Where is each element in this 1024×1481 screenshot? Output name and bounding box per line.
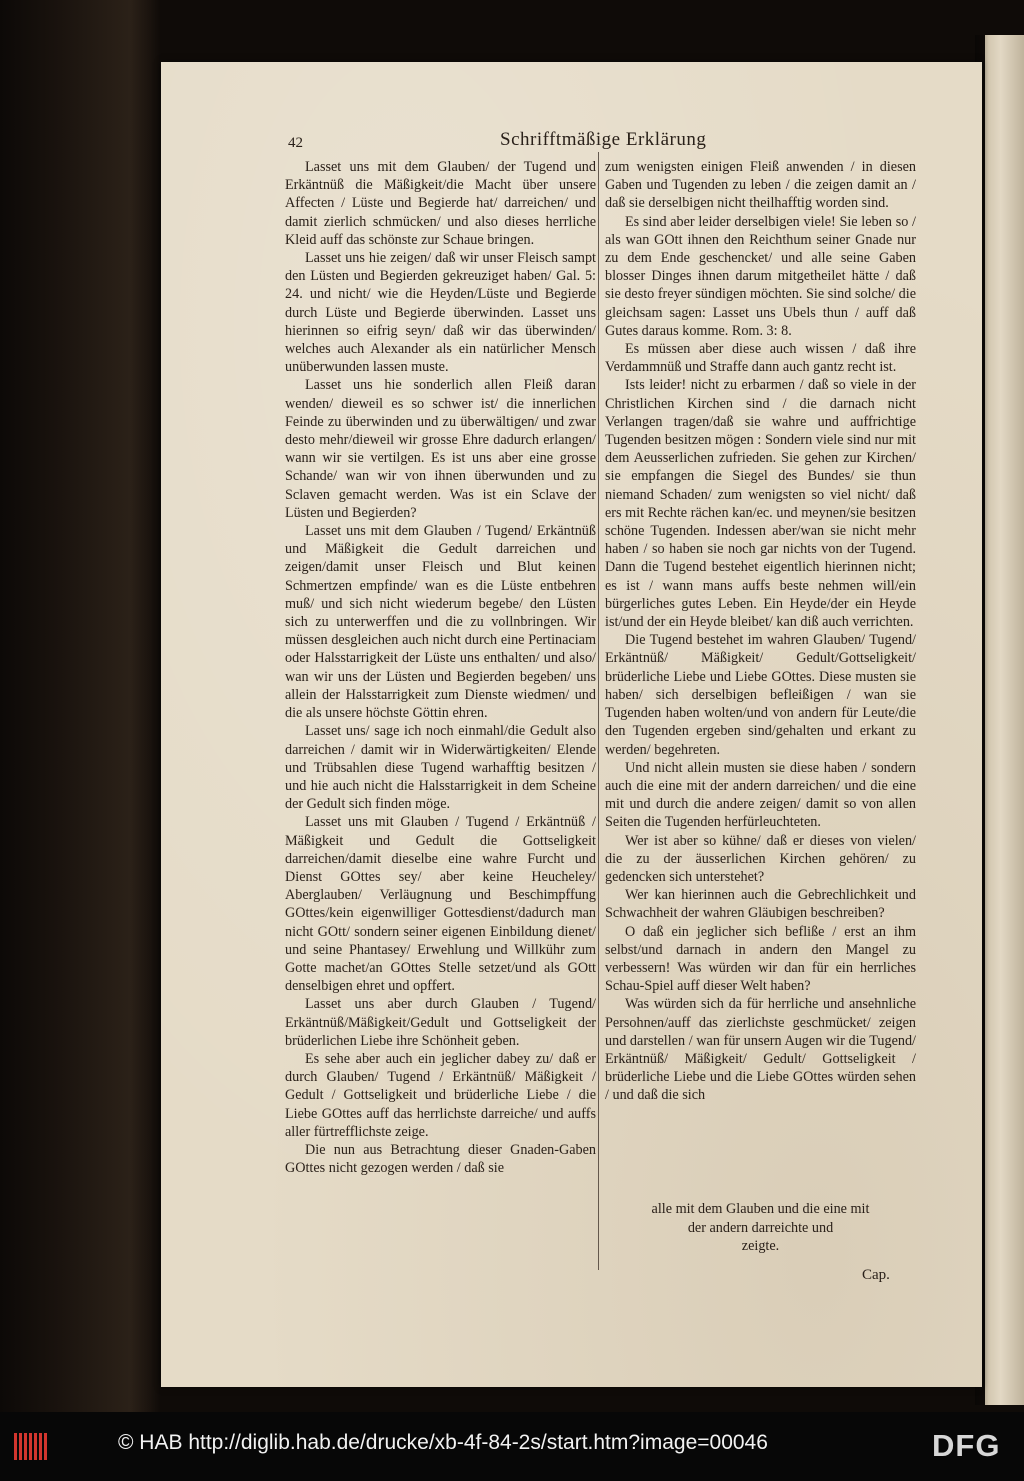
paragraph: Lasset uns hie sonderlich allen Fleiß daran wenden/ dieweil es so schwer ist/ die innerlichen Feinde zu überwinden und zu überwältigen/ und zwar desto mehr/dieweil wir grosse Ehre dadurch erlangen/ wann wir sie vertilgen. Es ist uns aber eine grosse Schande/ wan wir von ihnen überwunden und zu Sclaven gemacht werden. Was ist ein Sclave der Lüsten und Begierden?	[285, 377, 596, 521]
paragraph: zum wenigsten einigen Fleiß anwenden / in diesen Gaben und Tugenden zu leben / die zeigen damit an / daß sie derselbigen nicht theilhafftig worden sind.	[605, 159, 916, 212]
closing-lines	[605, 1200, 916, 1256]
paragraph: Die Tugend bestehet im wahren Glauben/ Tugend/ Erkäntnüß/ Mäßigkeit/ Gedult/Gottseligkeit/ brüderliche Liebe und Liebe GOttes. Diese musten sie haben/ sich derselbigen befleißigen / wan sie Tugenden haben wolten/und von andern für Leute/die den Tugenden ergeben sind/gehalten und erkant zu werden/ begehreten.	[605, 632, 916, 758]
copyright-url[interactable]: © HAB http://diglib.hab.de/drucke/xb-4f-84-2s/start.htm?image=00046	[118, 1431, 768, 1454]
paragraph: Lasset uns hie zeigen/ daß wir unser Fleisch sampt den Lüsten und Begierden gekreuziget haben/ Gal. 5: 24. und nicht/ wie die Heyden/Lüste und Begierde durch Lüste und Begierde überwinden. Lasset uns hierinnen so eifrig seyn/ daß wir das überwinden/ welches auch Alexander als ein natürlicher Mensch unüberwunden lassen muste.	[285, 250, 596, 376]
paragraph: Lasset uns aber durch Glauben / Tugend/ Erkäntnüß/Mäßigkeit/Gedult und Gottseligkeit der brüderlichen Liebe ihre Schönheit geben.	[285, 996, 596, 1049]
paragraph: Es sind aber leider derselbigen viele! Sie leben so / als wan GOtt ihnen den Reichthum seiner Gnade nur zu dem Ende geschencket/ und alle seine Gaben blosser Dinges ihnen darum mitgetheilet hätte / daß sie desto freyer sündigen möchten. Sie sind solche/ die gleichsam sagen: Lasset uns Ubels thun / auff daß Gutes daraus komme. Rom. 3: 8.	[605, 213, 916, 339]
paragraph: O daß ein jeglicher sich befliße / erst an ihm selbst/und darnach in andern den Mangel zu verbessern! Was würden wir dan für ein herrliches Schau-Spiel auff dieser Welt haben?	[605, 923, 916, 995]
closing-line: zeigte.	[741, 1238, 780, 1254]
paragraph: Lasset uns mit dem Glauben/ der Tugend und Erkäntnüß die Mäßigkeit/die Macht über unsere Affecten / Lüste und Begierde hat/ darreichen/ und damit zierlich schmücken/ und also dieses herrliche Kleid auff das schönste zur Schaue bringen.	[285, 159, 596, 248]
closing-line: alle mit dem Glauben und die eine mit	[651, 1201, 870, 1217]
paragraph: Lasset uns/ sage ich noch einmahl/die Gedult also darreichen / damit wir in Widerwärtigkeiten/ Elende und Trübsahlen diese Tugend warhafftig besitzen / und hie auch nicht die Halsstarrigkeit in dem Scheine der Gedult sich finden möge.	[285, 723, 596, 813]
paragraph: Und nicht allein musten sie diese haben / sondern auch die eine mit der andern darreichen/ und die eine mit und durch die andere zeigen/ damit so von allen Seiten die Tugenden herfürleuchteten.	[605, 759, 916, 831]
paragraph: Was würden sich da für herrliche und ansehnliche Persohnen/auff das zierlichste geschmücket/ zeigen und darstellen / wan für unsern Augen wir die Tugend/ Erkäntnüß/ Mäßigkeit/ Gedult/ Gottseligkeit / brüderliche Liebe und die Liebe GOttes würden sehen / und daß die sich	[605, 996, 916, 1104]
paragraph: Es müssen aber diese auch wissen / daß ihre Verdammnüß und Straffe dann auch gantz recht ist.	[605, 341, 916, 376]
paragraph: Wer kan hierinnen auch die Gebrechlichkeit und Schwachheit der wahren Gläubigen beschreiben?	[605, 887, 916, 922]
paragraph: Es sehe aber auch ein jeglicher dabey zu/ daß er durch Glauben/ Tugend / Erkäntnüß/ Mäßigkeit / Gedult / Gottseligkeit und brüderliche Liebe / die Liebe GOttes auff das herrlichste darreiche/ und auffs aller fürtrefflichste zeige.	[285, 1050, 596, 1140]
paragraph: Ists leider! nicht zu erbarmen / daß so viele in der Christlichen Kirchen sind / die darnach nicht Verlangen tragen/daß sie wahre und auffrichtige Tugenden besitzen mögen : Sondern viele sind nur mit dem Aeusserlichen zufrieden. Sie gehen zur Kirchen/ sie empfangen die Siegel des Bundes/ sie thun niemand Schaden/ zum wenigsten so viel nicht/ daß ers mit Rechte rächen kan/ec. und meynen/sie besitzen schöne Tugenden. Indessen aber/wan sie nicht mehr haben / so haben sie noch gar nichts von der Tugend. Dann die Tugend bestehet eigentlich hierinnen nicht; es ist / wann mans auffs beste nehmen will/ein bürgerliches gutes Leben. Ein Heyde/der ein Heyde ist/und der ein Heyde bleibet/ kan diß auch verrichten.	[605, 377, 916, 631]
dfg-logo: DFG	[932, 1428, 1001, 1463]
library-logo-icon	[14, 1433, 47, 1460]
page-number: 42	[288, 135, 303, 151]
closing-line: der andern darreichte und	[687, 1219, 834, 1236]
right-column	[605, 158, 916, 1198]
column-rule	[598, 152, 599, 1270]
paragraph: Wer ist aber so kühne/ daß er dieses von vielen/ die zu der äusserlichen Kirchen gehören/ zu gedencken sich unterstehet?	[605, 832, 916, 885]
paragraph: Lasset uns mit dem Glauben / Tugend/ Erkäntnüß und Mäßigkeit die Gedult darreichen und zeigen/damit unser Fleisch und Blut keinen Schmertzen empfinde/ wan es die Lüste entbehren muß/ und sich nicht wiederum begebe/ den Lüsten sich zu unterwerffen und die zu vollnbringen. Wir müssen desgleichen auch nicht durch eine Pertinaciam oder Halsstarrigkeit der Lüste uns enthalten/ und also/ wan wir uns der Lüsten und Begierden begeben/ uns allein der Halsstarrigkeit zum Dienste wiedmen/ und die als unsere höchste Göttin ehren.	[285, 523, 596, 722]
catchword: Cap.	[862, 1267, 890, 1283]
paragraph: Die nun aus Betrachtung dieser Gnaden-Gaben GOttes nicht gezogen werden / daß sie	[285, 1141, 596, 1177]
paragraph: Lasset uns mit Glauben / Tugend / Erkäntnüß / Mäßigkeit und Gedult die Gottseligkeit darreichen/damit dieselbe eine wahre Furcht und Dienst GOttes sey/ aber keine Heucheley/ Aberglauben/ Verläugnung und Beschimpffung GOttes/kein eigenwilliger Gottesdienst/dadurch man nicht GOtt/ sondern seiner eigenen Einbildung dienet/ und seine Phantasey/ Erwehlung und Willkühr zum Gotte machet/an GOttes Stelle setzet/und als GOtt denselbigen ehret und opffert.	[285, 814, 596, 995]
left-column	[285, 158, 596, 1288]
facing-page-edge	[985, 35, 1024, 1405]
running-head: Schrifftmäßige Erklärung	[500, 129, 707, 150]
